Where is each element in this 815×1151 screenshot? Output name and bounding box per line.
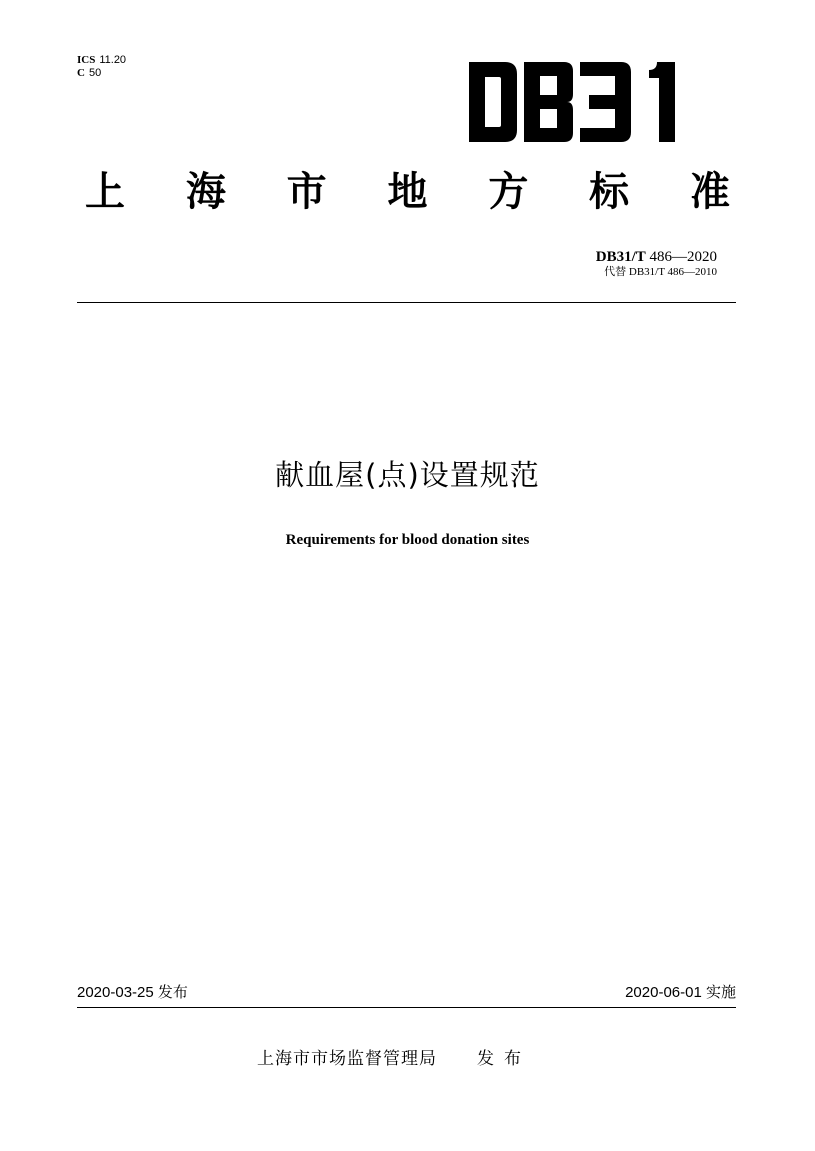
title-char: 准 [689,169,730,215]
ics-block [77,54,126,80]
db31-logo [469,62,693,142]
replaces-line: 代替 DB31/T 486—2010 [604,266,717,278]
publisher-block [257,1047,531,1071]
implementation-date: 2020-06-01 实施 [625,984,736,1001]
title-char: 市 [286,169,327,215]
ics-label: ICS [77,54,96,66]
bottom-divider [77,1007,736,1008]
standard-code [596,249,717,266]
issue-date: 2020-03-25 发布 [77,984,188,1001]
standard-code-number: 486—2020 [649,249,717,265]
publisher-name: 上海市市场监督管理局 [257,1049,437,1068]
standard-type-title [85,167,730,217]
document-title-cn: 献血屋(点)设置规范 [275,458,540,492]
publish-word: 发布 [477,1049,531,1068]
standard-code-prefix: DB31/T [595,249,646,265]
document-title-en: Requirements for blood donation sites [285,532,530,548]
class-line [77,67,126,80]
class-label: C [77,67,85,79]
top-divider [77,302,736,303]
title-char: 地 [387,169,428,215]
ics-value: 11.20 [99,54,127,66]
title-char: 上 [85,169,125,215]
standard-code-block [596,249,717,279]
class-value: 50 [88,67,102,79]
title-char: 标 [589,169,630,215]
title-char: 海 [185,169,226,215]
title-char: 方 [488,169,529,215]
ics-line [77,54,126,67]
